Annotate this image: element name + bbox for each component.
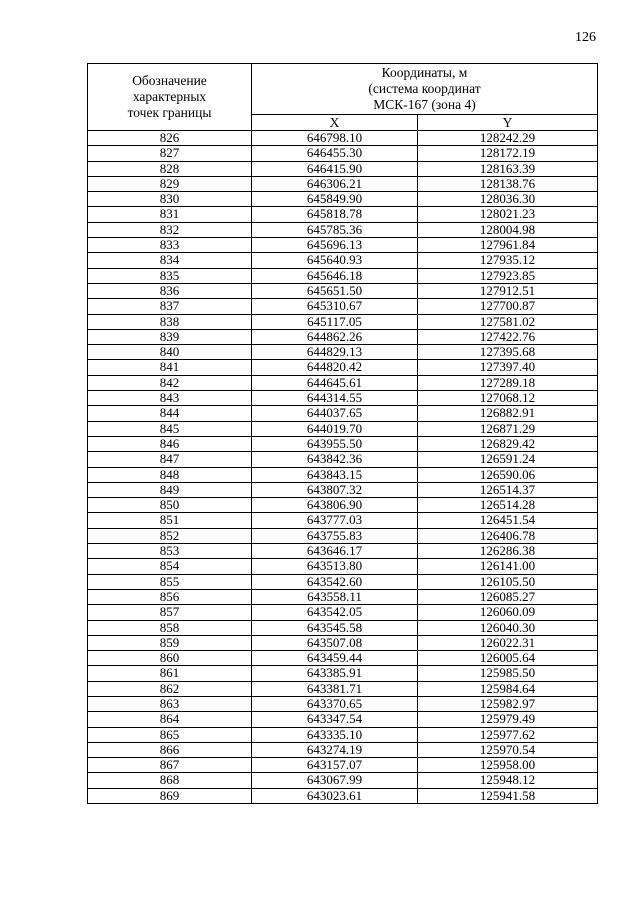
cell-x: 643513.80 bbox=[252, 559, 418, 574]
cell-y: 125984.64 bbox=[418, 681, 598, 696]
cell-point: 848 bbox=[88, 467, 252, 482]
cell-x: 645646.18 bbox=[252, 268, 418, 283]
cell-x: 643545.58 bbox=[252, 620, 418, 635]
table-body bbox=[88, 131, 598, 804]
cell-x: 643274.19 bbox=[252, 742, 418, 757]
cell-point: 841 bbox=[88, 360, 252, 375]
cell-point: 826 bbox=[88, 131, 252, 146]
table-row bbox=[88, 452, 598, 467]
cell-y: 125970.54 bbox=[418, 742, 598, 757]
cell-x: 643335.10 bbox=[252, 727, 418, 742]
cell-point: 853 bbox=[88, 544, 252, 559]
cell-point: 840 bbox=[88, 345, 252, 360]
cell-point: 839 bbox=[88, 329, 252, 344]
table-row bbox=[88, 238, 598, 253]
table-row bbox=[88, 314, 598, 329]
cell-x: 644829.13 bbox=[252, 345, 418, 360]
table-row bbox=[88, 146, 598, 161]
cell-point: 845 bbox=[88, 421, 252, 436]
table-row bbox=[88, 788, 598, 803]
table-row bbox=[88, 253, 598, 268]
cell-x: 643385.91 bbox=[252, 666, 418, 681]
cell-point: 837 bbox=[88, 299, 252, 314]
header-coordinates bbox=[252, 64, 598, 115]
table-row bbox=[88, 482, 598, 497]
cell-x: 644037.65 bbox=[252, 406, 418, 421]
cell-point: 843 bbox=[88, 391, 252, 406]
cell-point: 851 bbox=[88, 513, 252, 528]
table-row bbox=[88, 773, 598, 788]
table-row bbox=[88, 712, 598, 727]
cell-point: 866 bbox=[88, 742, 252, 757]
cell-x: 643347.54 bbox=[252, 712, 418, 727]
cell-x: 646415.90 bbox=[252, 161, 418, 176]
cell-x: 645849.90 bbox=[252, 192, 418, 207]
cell-point: 864 bbox=[88, 712, 252, 727]
cell-y: 125985.50 bbox=[418, 666, 598, 681]
cell-y: 126022.31 bbox=[418, 635, 598, 650]
cell-x: 643843.15 bbox=[252, 467, 418, 482]
cell-x: 643507.08 bbox=[252, 635, 418, 650]
table-row bbox=[88, 498, 598, 513]
cell-y: 127700.87 bbox=[418, 299, 598, 314]
table-row bbox=[88, 467, 598, 482]
cell-x: 643542.05 bbox=[252, 605, 418, 620]
cell-point: 850 bbox=[88, 498, 252, 513]
header-coords-line-3: МСК-167 (зона 4) bbox=[373, 97, 476, 112]
cell-point: 867 bbox=[88, 758, 252, 773]
cell-y: 127961.84 bbox=[418, 238, 598, 253]
cell-y: 126451.54 bbox=[418, 513, 598, 528]
cell-y: 127289.18 bbox=[418, 375, 598, 390]
cell-point: 862 bbox=[88, 681, 252, 696]
table-row bbox=[88, 375, 598, 390]
cell-point: 852 bbox=[88, 528, 252, 543]
cell-x: 643023.61 bbox=[252, 788, 418, 803]
cell-point: 855 bbox=[88, 574, 252, 589]
cell-y: 128036.30 bbox=[418, 192, 598, 207]
cell-y: 127912.51 bbox=[418, 283, 598, 298]
cell-point: 833 bbox=[88, 238, 252, 253]
cell-y: 128138.76 bbox=[418, 176, 598, 191]
cell-y: 126514.37 bbox=[418, 482, 598, 497]
cell-point: 834 bbox=[88, 253, 252, 268]
header-y: Y bbox=[418, 115, 598, 131]
table-row bbox=[88, 329, 598, 344]
cell-x: 643157.07 bbox=[252, 758, 418, 773]
cell-point: 842 bbox=[88, 375, 252, 390]
cell-x: 643646.17 bbox=[252, 544, 418, 559]
page-number: 126 bbox=[575, 30, 596, 45]
table-row bbox=[88, 391, 598, 406]
table-row bbox=[88, 620, 598, 635]
cell-point: 858 bbox=[88, 620, 252, 635]
cell-point: 846 bbox=[88, 436, 252, 451]
table-row bbox=[88, 299, 598, 314]
cell-y: 126406.78 bbox=[418, 528, 598, 543]
cell-x: 644862.26 bbox=[252, 329, 418, 344]
cell-point: 869 bbox=[88, 788, 252, 803]
cell-x: 645310.67 bbox=[252, 299, 418, 314]
header-x: X bbox=[252, 115, 418, 131]
table-header bbox=[88, 64, 598, 131]
cell-y: 126286.38 bbox=[418, 544, 598, 559]
cell-y: 127068.12 bbox=[418, 391, 598, 406]
header-point-designation bbox=[88, 64, 252, 131]
header-coords-line-2: (система координат bbox=[368, 81, 481, 96]
cell-x: 643777.03 bbox=[252, 513, 418, 528]
cell-point: 835 bbox=[88, 268, 252, 283]
table-row bbox=[88, 544, 598, 559]
table-row bbox=[88, 207, 598, 222]
cell-x: 643381.71 bbox=[252, 681, 418, 696]
table-row bbox=[88, 222, 598, 237]
cell-y: 126040.30 bbox=[418, 620, 598, 635]
table-row bbox=[88, 528, 598, 543]
cell-point: 836 bbox=[88, 283, 252, 298]
cell-y: 126005.64 bbox=[418, 651, 598, 666]
cell-x: 645785.36 bbox=[252, 222, 418, 237]
table-row bbox=[88, 605, 598, 620]
cell-x: 643842.36 bbox=[252, 452, 418, 467]
cell-point: 857 bbox=[88, 605, 252, 620]
table-row bbox=[88, 635, 598, 650]
cell-x: 643370.65 bbox=[252, 696, 418, 711]
cell-y: 125948.12 bbox=[418, 773, 598, 788]
cell-x: 644645.61 bbox=[252, 375, 418, 390]
table-row bbox=[88, 513, 598, 528]
cell-point: 832 bbox=[88, 222, 252, 237]
table-row bbox=[88, 666, 598, 681]
table-row bbox=[88, 360, 598, 375]
cell-point: 844 bbox=[88, 406, 252, 421]
cell-point: 849 bbox=[88, 482, 252, 497]
cell-y: 126105.50 bbox=[418, 574, 598, 589]
cell-point: 856 bbox=[88, 589, 252, 604]
table-row bbox=[88, 574, 598, 589]
cell-x: 643807.32 bbox=[252, 482, 418, 497]
table-row bbox=[88, 681, 598, 696]
cell-y: 128242.29 bbox=[418, 131, 598, 146]
cell-point: 829 bbox=[88, 176, 252, 191]
table-row bbox=[88, 436, 598, 451]
cell-y: 127581.02 bbox=[418, 314, 598, 329]
cell-y: 127395.68 bbox=[418, 345, 598, 360]
cell-x: 645640.93 bbox=[252, 253, 418, 268]
cell-y: 125941.58 bbox=[418, 788, 598, 803]
header-point-line-2: характерных bbox=[132, 89, 207, 104]
cell-y: 125982.97 bbox=[418, 696, 598, 711]
cell-point: 838 bbox=[88, 314, 252, 329]
cell-y: 127397.40 bbox=[418, 360, 598, 375]
cell-x: 643755.83 bbox=[252, 528, 418, 543]
table-row bbox=[88, 345, 598, 360]
table-row bbox=[88, 421, 598, 436]
cell-x: 643806.90 bbox=[252, 498, 418, 513]
cell-y: 125958.00 bbox=[418, 758, 598, 773]
cell-y: 125977.62 bbox=[418, 727, 598, 742]
header-point-line-1: Обозначение bbox=[132, 73, 207, 88]
cell-y: 126590.06 bbox=[418, 467, 598, 482]
cell-x: 643459.44 bbox=[252, 651, 418, 666]
cell-y: 126829.42 bbox=[418, 436, 598, 451]
cell-x: 644019.70 bbox=[252, 421, 418, 436]
cell-point: 828 bbox=[88, 161, 252, 176]
table-row bbox=[88, 283, 598, 298]
cell-x: 644314.55 bbox=[252, 391, 418, 406]
cell-point: 863 bbox=[88, 696, 252, 711]
cell-point: 854 bbox=[88, 559, 252, 574]
cell-y: 126871.29 bbox=[418, 421, 598, 436]
table-row bbox=[88, 192, 598, 207]
table-row bbox=[88, 161, 598, 176]
cell-y: 126882.91 bbox=[418, 406, 598, 421]
cell-y: 128004.98 bbox=[418, 222, 598, 237]
cell-point: 861 bbox=[88, 666, 252, 681]
cell-x: 645117.05 bbox=[252, 314, 418, 329]
cell-point: 860 bbox=[88, 651, 252, 666]
table-row bbox=[88, 696, 598, 711]
cell-point: 827 bbox=[88, 146, 252, 161]
table-row bbox=[88, 559, 598, 574]
table-row bbox=[88, 406, 598, 421]
cell-x: 643067.99 bbox=[252, 773, 418, 788]
cell-x: 643542.60 bbox=[252, 574, 418, 589]
cell-y: 126085.27 bbox=[418, 589, 598, 604]
cell-point: 868 bbox=[88, 773, 252, 788]
cell-x: 646798.10 bbox=[252, 131, 418, 146]
cell-y: 127422.76 bbox=[418, 329, 598, 344]
header-coords-line-1: Координаты, м bbox=[381, 65, 468, 80]
table-row bbox=[88, 589, 598, 604]
header-point-line-3: точек границы bbox=[127, 105, 212, 120]
coordinates-table bbox=[87, 63, 598, 804]
table-row bbox=[88, 727, 598, 742]
cell-y: 126591.24 bbox=[418, 452, 598, 467]
cell-x: 646455.30 bbox=[252, 146, 418, 161]
cell-y: 127923.85 bbox=[418, 268, 598, 283]
table-row bbox=[88, 651, 598, 666]
cell-point: 859 bbox=[88, 635, 252, 650]
table-row bbox=[88, 268, 598, 283]
cell-y: 126514.28 bbox=[418, 498, 598, 513]
cell-x: 645651.50 bbox=[252, 283, 418, 298]
cell-y: 126141.00 bbox=[418, 559, 598, 574]
cell-point: 831 bbox=[88, 207, 252, 222]
cell-x: 645818.78 bbox=[252, 207, 418, 222]
cell-y: 126060.09 bbox=[418, 605, 598, 620]
table-row bbox=[88, 131, 598, 146]
cell-y: 125979.49 bbox=[418, 712, 598, 727]
cell-y: 128163.39 bbox=[418, 161, 598, 176]
cell-point: 847 bbox=[88, 452, 252, 467]
cell-x: 643955.50 bbox=[252, 436, 418, 451]
cell-y: 128021.23 bbox=[418, 207, 598, 222]
cell-x: 644820.42 bbox=[252, 360, 418, 375]
cell-y: 127935.12 bbox=[418, 253, 598, 268]
table-row bbox=[88, 742, 598, 757]
cell-x: 645696.13 bbox=[252, 238, 418, 253]
table-row bbox=[88, 176, 598, 191]
cell-y: 128172.19 bbox=[418, 146, 598, 161]
cell-point: 830 bbox=[88, 192, 252, 207]
cell-x: 643558.11 bbox=[252, 589, 418, 604]
cell-x: 646306.21 bbox=[252, 176, 418, 191]
table-row bbox=[88, 758, 598, 773]
cell-point: 865 bbox=[88, 727, 252, 742]
